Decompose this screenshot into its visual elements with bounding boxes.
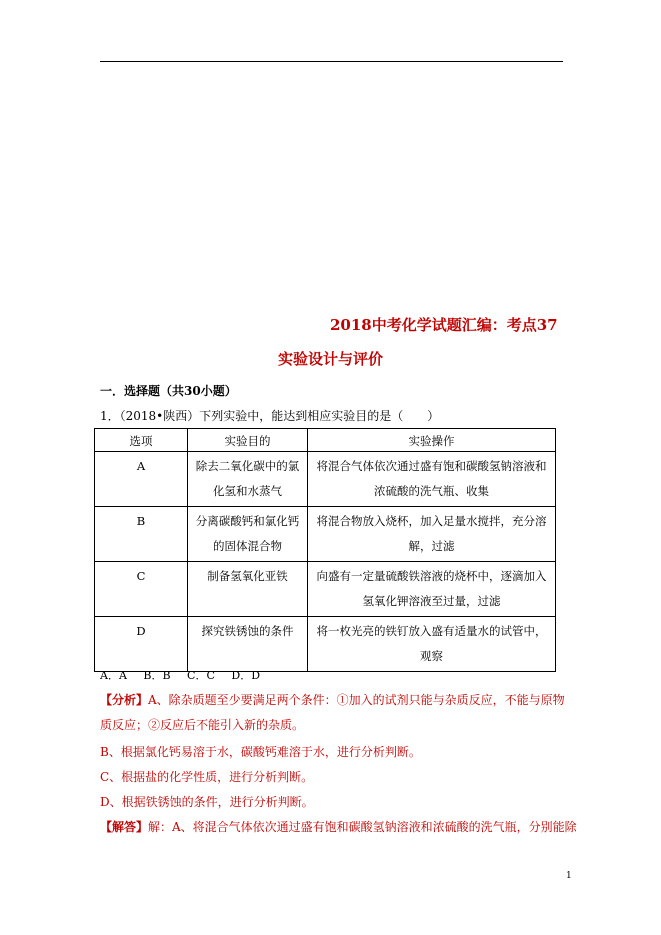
- document-title: 2018中考化学试题汇编：考点37: [330, 316, 558, 334]
- table-row: [95, 562, 556, 617]
- table-header-cell: 选项: [95, 429, 188, 452]
- answer-text: 解：A、将混合气体依次通过盛有饱和碳酸氢钠溶液和浓硫酸的洗气瓶，分别能除: [148, 820, 577, 834]
- section-heading: 一．选择题（共30小题）: [100, 384, 237, 398]
- answer-choices: A．A B．B C．C D．D: [100, 669, 261, 682]
- table-header-row: [95, 429, 556, 452]
- operation-cell: 向盛有一定量硫酸铁溶液的烧杯中，逐滴加入氢氧化钾溶液至过量，过滤: [308, 562, 556, 617]
- operation-cell: 将一枚光亮的铁钉放入盛有适量水的试管中，观察: [308, 617, 556, 672]
- operation-cell: 将混合气体依次通过盛有饱和碳酸氢钠溶液和浓硫酸的洗气瓶、收集: [308, 452, 556, 507]
- page-number: 1: [566, 871, 572, 881]
- option-cell: A: [95, 452, 188, 507]
- table-row: [95, 507, 556, 562]
- table-row: [95, 617, 556, 672]
- purpose-cell: 分离碳酸钙和氯化钙的固体混合物: [188, 507, 308, 562]
- analysis-line: B、根据氯化钙易溶于水，碳酸钙难溶于水，进行分析判断。: [100, 745, 421, 759]
- analysis-line: D、根据铁锈蚀的条件，进行分析判断。: [100, 795, 314, 809]
- experiment-table: [94, 428, 556, 672]
- option-cell: B: [95, 507, 188, 562]
- header-rule: [100, 61, 563, 62]
- analysis-paragraph: [100, 688, 568, 737]
- table-row: [95, 452, 556, 507]
- analysis-line: A、除杂质题至少要满足两个条件：①加入的试剂只能与杂质反应，不能与原物质反应；②反应后不能引入新的杂质。: [100, 693, 565, 732]
- option-cell: D: [95, 617, 188, 672]
- answer-paragraph: [100, 815, 577, 840]
- analysis-line: C、根据盐的化学性质，进行分析判断。: [100, 770, 314, 784]
- option-cell: C: [95, 562, 188, 617]
- purpose-cell: 探究铁锈蚀的条件: [188, 617, 308, 672]
- analysis-tag: 【分析】: [100, 693, 149, 707]
- table-header-cell: 实验操作: [308, 429, 556, 452]
- question-stem: 1．（2018•陕西）下列实验中，能达到相应实验目的是（ ）: [100, 409, 440, 423]
- operation-cell: 将混合物放入烧杯，加入足量水搅拌，充分溶解，过滤: [308, 507, 556, 562]
- table-header-cell: 实验目的: [188, 429, 308, 452]
- document-subtitle: 实验设计与评价: [277, 350, 383, 368]
- answer-tag: 【解答】: [100, 820, 149, 834]
- purpose-cell: 除去二氧化碳中的氯化氢和水蒸气: [188, 452, 308, 507]
- purpose-cell: 制备氢氧化亚铁: [188, 562, 308, 617]
